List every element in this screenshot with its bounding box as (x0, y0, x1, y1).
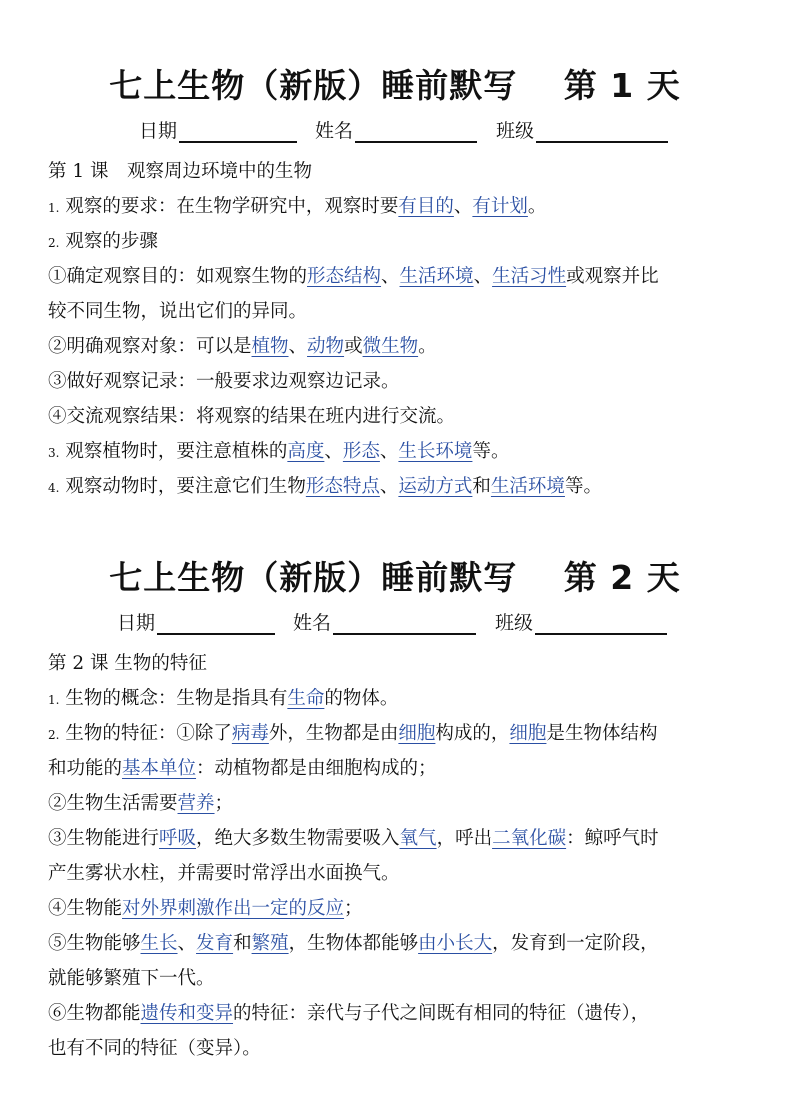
text-segment: ，生物体都能够 (288, 933, 419, 954)
text-segment: 或 (344, 336, 363, 357)
day2-point-6-cont: 也有不同的特征（变异）。 (48, 1038, 261, 1059)
text-segment: 、 (324, 441, 343, 462)
text-segment: 构成的， (435, 723, 510, 744)
answer: 氧气 (399, 828, 437, 849)
text-segment: 、 (379, 476, 399, 497)
name-label: 姓名 (293, 612, 332, 634)
answer: 营养 (177, 793, 215, 814)
answer: 对外界刺激作出一定的反应 (122, 898, 345, 919)
class-label: 班级 (495, 612, 534, 634)
day2-header-fields (117, 608, 667, 635)
text-segment: 生物的概念：生物是指具有 (65, 688, 288, 709)
answer: 微生物 (362, 336, 419, 357)
day1-item-2 (48, 224, 748, 261)
text-segment: 的特征：亲代与子代之间既有相同的特征（遗传）， (233, 1003, 650, 1024)
text-segment: ，呼出 (436, 828, 493, 849)
answer: 植物 (251, 336, 289, 357)
text-segment: ； (344, 898, 363, 919)
text-segment: 是生物体结构 (546, 723, 658, 744)
day2-title: 七上生物（新版）睡前默写 第 2 天 (109, 558, 681, 597)
name-label: 姓名 (315, 120, 354, 142)
day1-lesson-heading: 第 1 课 观察周边环境中的生物 (48, 161, 313, 182)
text-segment: ④生物能 (48, 898, 123, 919)
answer: 二氧化碳 (492, 828, 567, 849)
text-segment: 观察植物时，要注意植株的 (65, 441, 288, 462)
answer: 形态结构 (307, 266, 382, 287)
answer: 基本单位 (122, 758, 197, 779)
answer: 细胞 (509, 723, 547, 744)
answer: 高度 (287, 441, 325, 462)
text-segment: 和 (233, 933, 252, 954)
answer: 生命 (287, 688, 325, 709)
text-segment: 等。 (472, 441, 510, 462)
text-segment: 、 (379, 441, 399, 462)
text-segment: 、 (453, 196, 473, 217)
answer: 形态 (342, 441, 380, 462)
text-segment: 1. (48, 693, 60, 707)
text-segment: 观察的步骤 (65, 231, 158, 252)
text-segment: 的物体。 (324, 688, 399, 709)
class-label: 班级 (496, 120, 535, 142)
text-segment: 2. (48, 236, 60, 250)
text-segment: 、 (473, 266, 493, 287)
date-blank[interactable] (157, 611, 275, 635)
text-segment: ：动植物都是由细胞构成的； (196, 758, 437, 779)
text-segment: 、 (177, 933, 197, 954)
text-segment: ②生物生活需要 (48, 793, 178, 814)
answer: 有目的 (398, 196, 454, 217)
text-segment: ，发育到一定阶段， (492, 933, 659, 954)
answer: 生长环境 (398, 441, 473, 462)
text-segment: ，绝大多数生物需要吸入 (196, 828, 400, 849)
answer: 遗传和变异 (140, 1003, 234, 1024)
day2-point-3 (48, 821, 748, 856)
text-segment: 外，生物都是由 (268, 723, 399, 744)
day2-point-6 (48, 996, 748, 1031)
day2-item-1 (48, 681, 748, 718)
day2-point-5-cont: 就能够繁殖下一代。 (48, 968, 215, 989)
day1-item-3 (48, 434, 748, 471)
text-segment: ②明确观察对象：可以是 (48, 336, 252, 357)
text-segment: ③生物能进行 (48, 828, 160, 849)
text-segment: 等。 (564, 476, 602, 497)
day2-point-2 (48, 786, 748, 821)
text-segment: 、 (381, 266, 400, 287)
answer: 繁殖 (251, 933, 289, 954)
day1-step-1-cont: 较不同生物，说出它们的异同。 (48, 301, 308, 322)
answer: 动物 (307, 336, 345, 357)
answer: 生活环境 (399, 266, 474, 287)
answer: 病毒 (231, 723, 269, 744)
answer: 发育 (196, 933, 234, 954)
text-segment: 2. (48, 728, 60, 742)
name-blank[interactable] (355, 119, 477, 143)
answer: 有计划 (472, 196, 528, 217)
answer: 生活环境 (490, 476, 565, 497)
text-segment: 和功能的 (48, 758, 123, 779)
day1-step-2 (48, 329, 748, 364)
answer: 呼吸 (159, 828, 197, 849)
text-segment: ⑥生物都能 (48, 1003, 141, 1024)
text-segment: 观察动物时，要注意它们生物 (65, 476, 306, 497)
text-segment: 。 (418, 336, 437, 357)
text-segment: 、 (288, 336, 308, 357)
day2-point-3-cont: 产生雾状水柱，并需要时常浮出水面换气。 (48, 863, 400, 884)
day1-item-1 (48, 189, 748, 226)
day1-step-3: ③做好观察记录：一般要求边观察边记录。 (48, 371, 400, 392)
text-segment: ①确定观察目的：如观察生物的 (48, 266, 308, 287)
day1-step-4: ④交流观察结果：将观察的结果在班内进行交流。 (48, 406, 456, 427)
text-segment: 1. (48, 201, 60, 215)
text-segment: ； (214, 793, 234, 814)
day2-point-5 (48, 926, 748, 961)
date-label: 日期 (117, 612, 156, 634)
text-segment: 或观察并比 (566, 266, 659, 287)
answer: 由小长大 (418, 933, 493, 954)
answer: 运动方式 (398, 476, 473, 497)
day2-item-2-cont (48, 751, 748, 786)
date-label: 日期 (139, 120, 178, 142)
answer: 生活习性 (492, 266, 567, 287)
day1-header-fields (139, 116, 668, 143)
day2-lesson-heading: 第 2 课 生物的特征 (48, 653, 207, 674)
day1-step-1 (48, 259, 748, 294)
text-segment: 3. (48, 446, 60, 460)
date-blank[interactable] (179, 119, 297, 143)
name-blank[interactable] (333, 611, 476, 635)
class-blank[interactable] (535, 611, 667, 635)
text-segment: 生物的特征：①除了 (65, 723, 232, 744)
day2-item-2 (48, 716, 748, 753)
answer: 细胞 (398, 723, 436, 744)
answer: 形态特点 (305, 476, 380, 497)
answer: 生长 (140, 933, 178, 954)
day1-title: 七上生物（新版）睡前默写 第 1 天 (109, 66, 681, 105)
text-segment: 。 (527, 196, 547, 217)
text-segment: 观察的要求：在生物学研究中，观察时要 (65, 196, 399, 217)
day2-point-4 (48, 891, 748, 926)
text-segment: 和 (472, 476, 491, 497)
class-blank[interactable] (536, 119, 668, 143)
text-segment: ：鲸呼气时 (566, 828, 659, 849)
day1-item-4 (48, 469, 748, 506)
text-segment: ⑤生物能够 (48, 933, 141, 954)
text-segment: 4. (48, 481, 60, 495)
